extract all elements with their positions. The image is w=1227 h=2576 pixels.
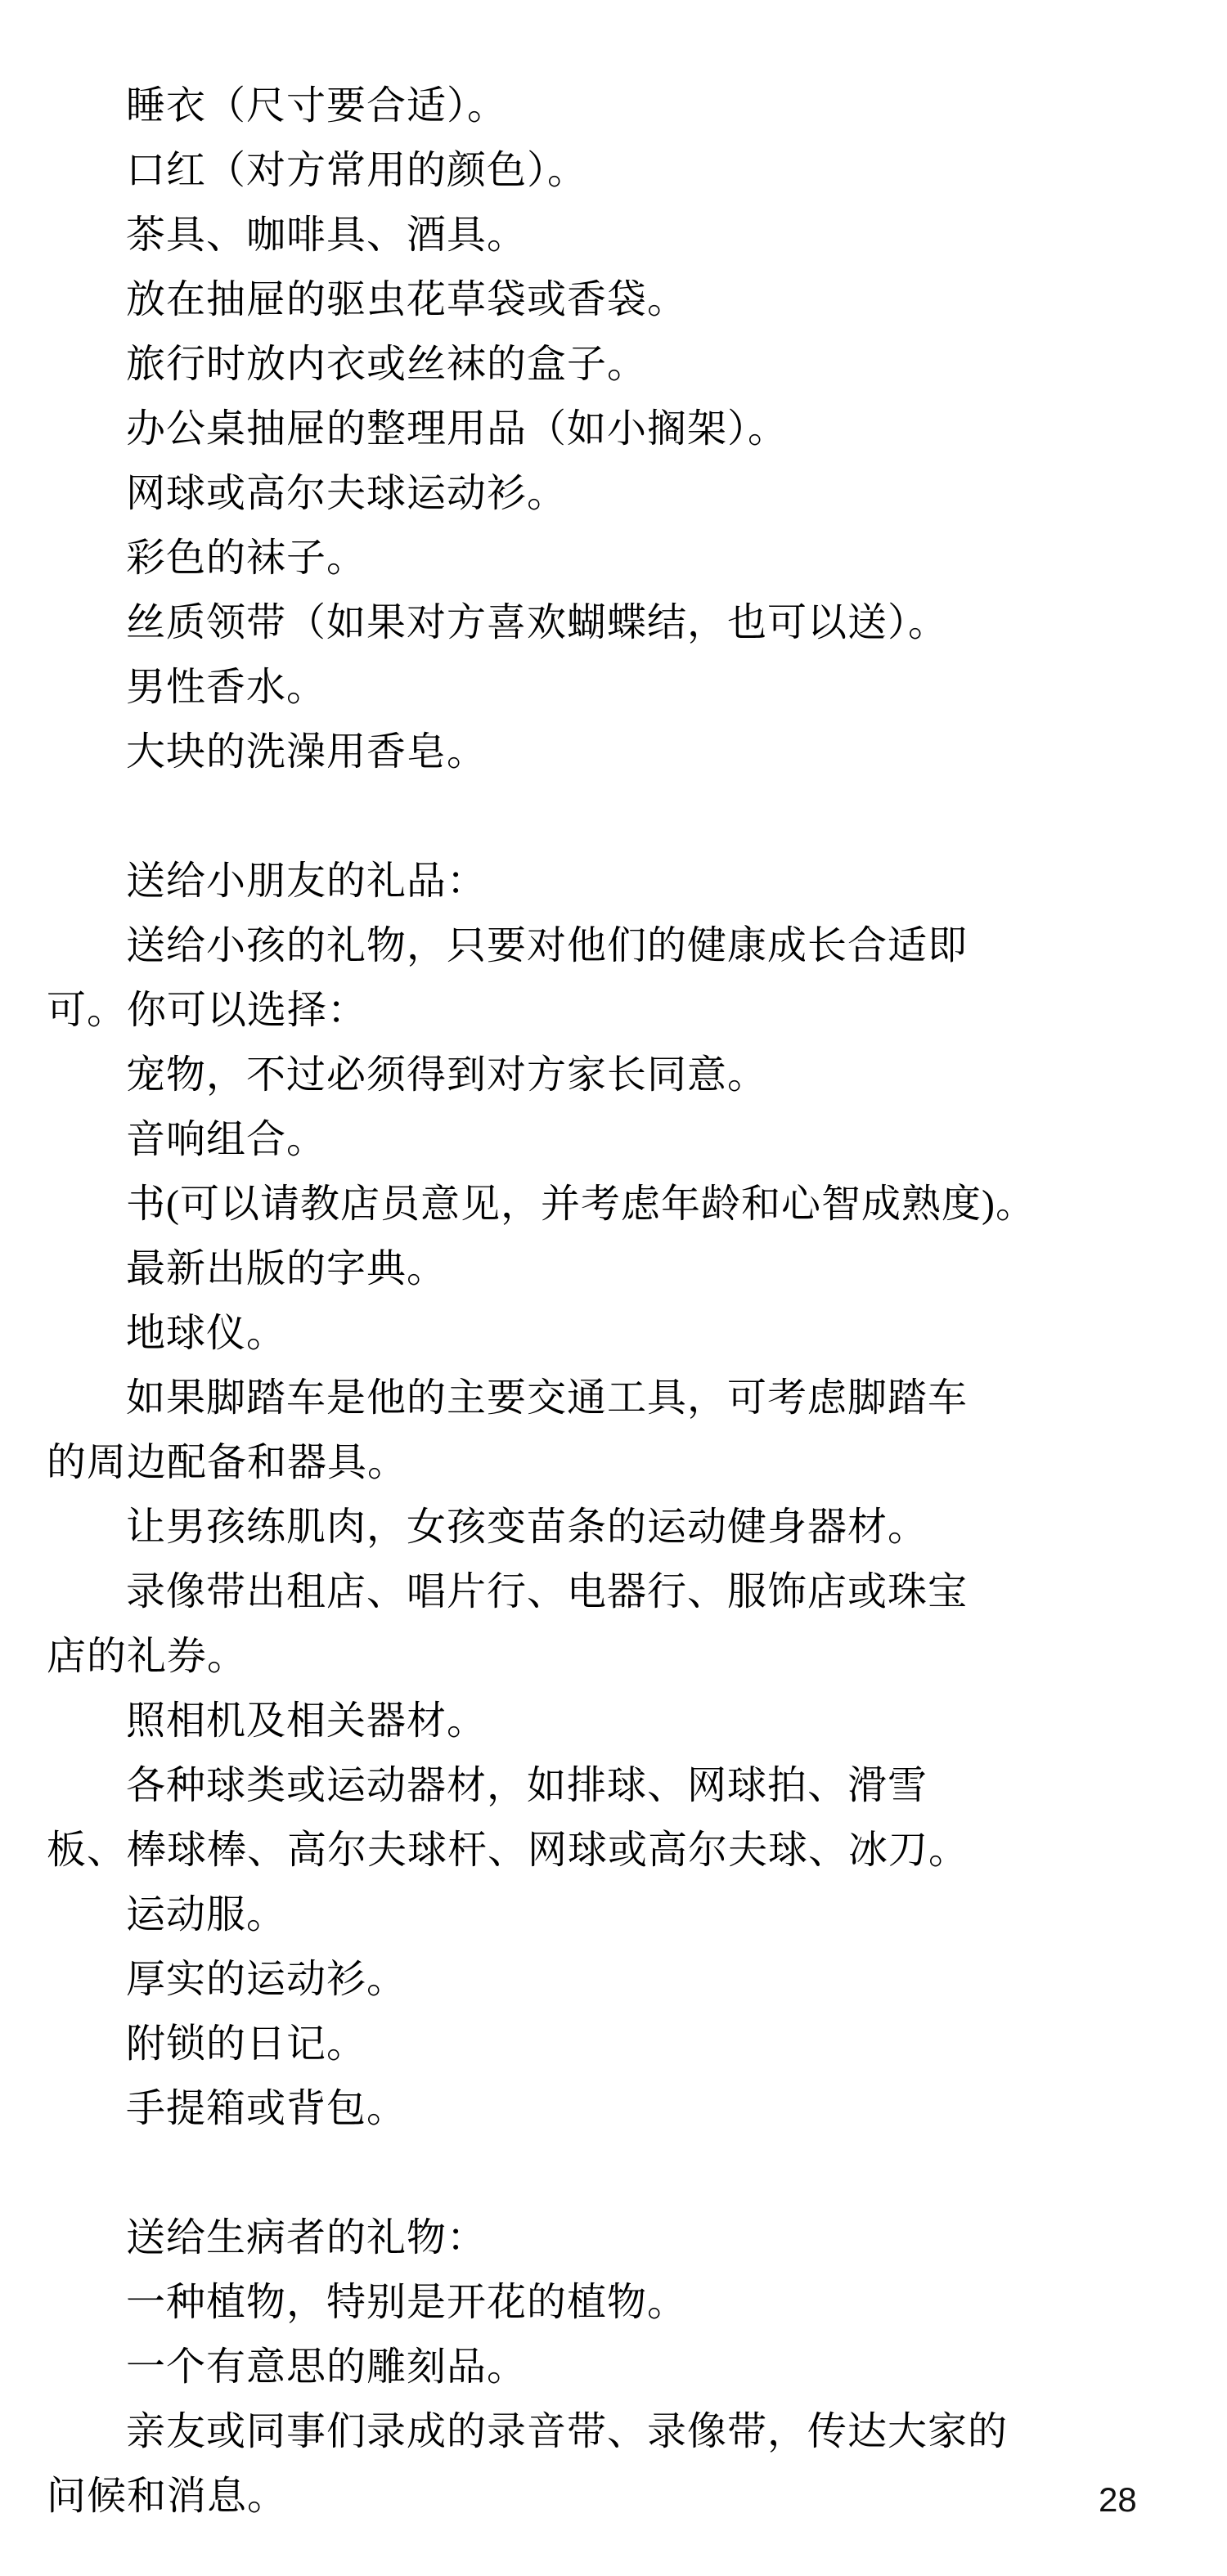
text-line: 附锁的日记。: [126, 2022, 367, 2066]
page-number: 28: [1099, 2480, 1137, 2519]
text-line: 口红（对方常用的颜色）。: [126, 149, 588, 192]
text-line: 板、棒球棒、高尔夫球杆、网球或高尔夫球、冰刀。: [47, 1829, 969, 1872]
text-line: 店的礼券。: [47, 1635, 248, 1678]
text-line: 地球仪。: [126, 1312, 287, 1355]
text-line: 网球或高尔夫球运动衫。: [126, 472, 568, 515]
text-line: 的周边配备和器具。: [47, 1441, 408, 1484]
text-line: 可。你可以选择：: [47, 989, 368, 1032]
text-line: 送给小孩的礼物，只要对他们的健康成长合适即: [126, 924, 969, 967]
text-line: 亲友或同事们录成的录音带、录像带，传达大家的: [126, 2410, 1009, 2453]
text-line: 一种植物，特别是开花的植物。: [126, 2281, 688, 2324]
text-line: 男性香水。: [126, 666, 327, 709]
text-line: 让男孩练肌肉，女孩变苗条的运动健身器材。: [126, 1506, 928, 1549]
text-line: 音响组合。: [126, 1118, 327, 1161]
text-line: 最新出版的字典。: [126, 1247, 447, 1290]
text-line: 运动服。: [126, 1893, 287, 1936]
text-line: 办公桌抽屉的整理用品（如小搁架）。: [126, 407, 789, 451]
text-line: 送给生病者的礼物：: [126, 2216, 488, 2260]
blank-line: [47, 784, 1184, 849]
text-line: 厚实的运动衫。: [126, 1958, 407, 2001]
text-line: 茶具、咖啡具、酒具。: [126, 213, 528, 257]
text-line: 如果脚踏车是他的主要交通工具，可考虑脚踏车: [126, 1376, 969, 1420]
text-line: 彩色的袜子。: [126, 536, 367, 580]
text-line: 一个有意思的雕刻品。: [126, 2345, 528, 2389]
text-line: 送给小朋友的礼品：: [126, 859, 488, 903]
text-line: 照相机及相关器材。: [126, 1699, 488, 1743]
text-line: 旅行时放内衣或丝袜的盒子。: [126, 343, 648, 386]
text-line: 大块的洗澡用香皂。: [126, 730, 488, 774]
text-line: 手提箱或背包。: [126, 2087, 407, 2130]
text-line: 书(可以请教店员意见，并考虑年龄和心智成熟度)。: [126, 1183, 1036, 1226]
text-line: 宠物，不过必须得到对方家长同意。: [126, 1053, 768, 1097]
text-line: 录像带出租店、唱片行、电器行、服饰店或珠宝: [126, 1570, 969, 1613]
text-block: [47, 74, 1184, 2529]
text-line: 放在抽屉的驱虫花草袋或香袋。: [126, 278, 688, 321]
text-line: 各种球类或运动器材，如排球、网球拍、滑雪: [126, 1764, 928, 1807]
text-line: 睡衣（尺寸要合适）。: [126, 84, 508, 128]
text-line: 丝质领带（如果对方喜欢蝴蝶结，也可以送）。: [126, 601, 949, 644]
blank-line: [47, 2141, 1184, 2206]
text-line: 问候和消息。: [47, 2475, 288, 2518]
